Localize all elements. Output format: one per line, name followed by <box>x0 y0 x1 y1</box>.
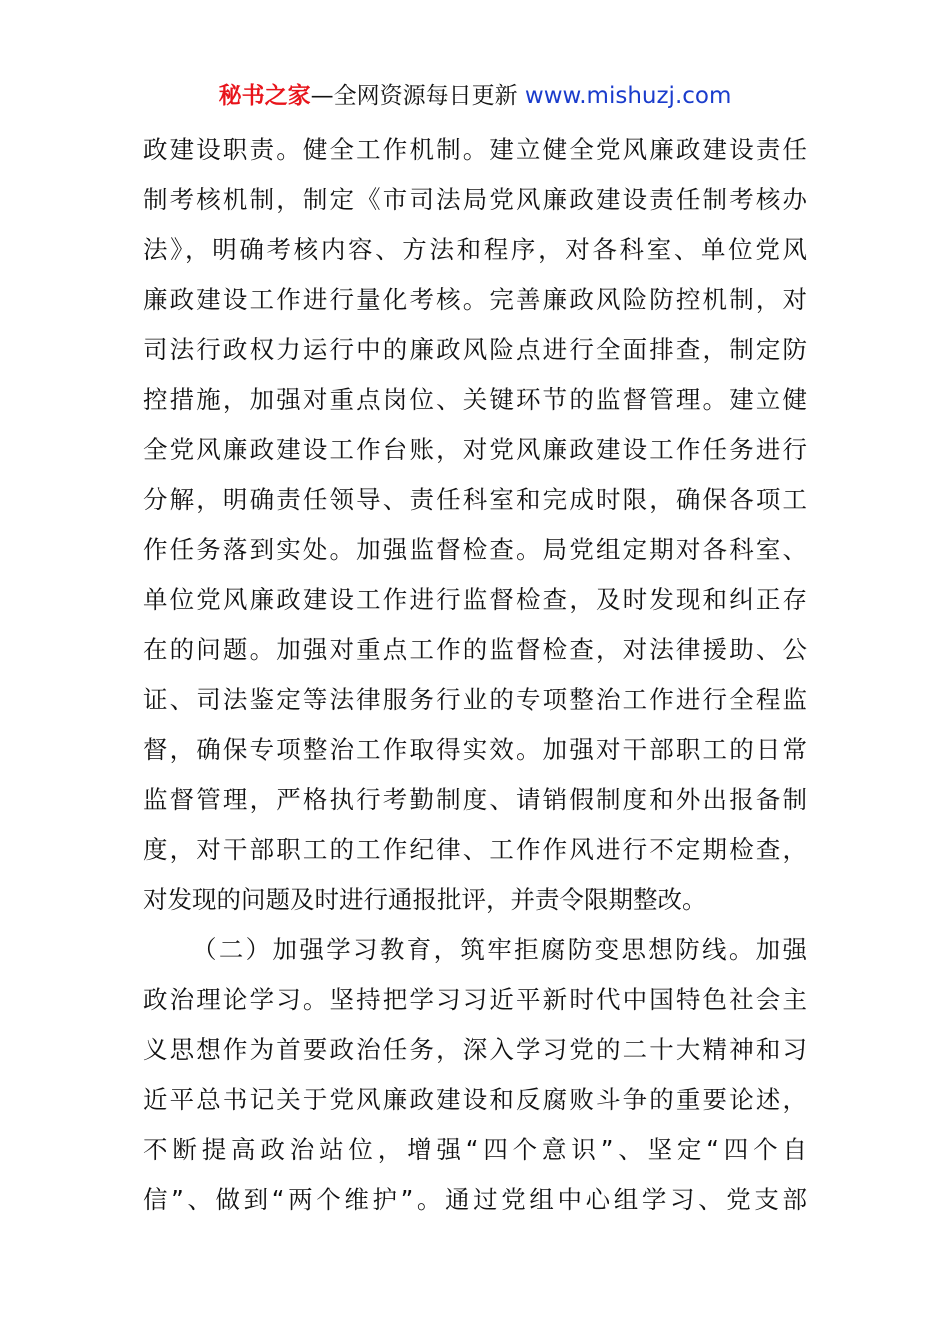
text-line: 政建设职责。健全工作机制。建立健全党风廉政建设责任 <box>143 135 807 164</box>
document-body <box>143 125 807 1225</box>
brand-name: 秘书之家 <box>218 83 311 109</box>
text-line: 督，确保专项整治工作取得实效。加强对干部职工的日常 <box>143 735 807 764</box>
text-line: 制考核机制，制定《市司法局党风廉政建设责任制考核办 <box>143 185 807 214</box>
section-heading-line: （二）加强学习教育，筑牢拒腐防变思想防线。加强 <box>192 935 807 964</box>
text-line: 廉政建设工作进行量化考核。完善廉政风险防控机制，对 <box>143 285 807 314</box>
site-header <box>0 80 950 112</box>
text-line: 对发现的问题及时进行通报批评，并责令限期整改。 <box>143 885 707 914</box>
text-line: 证、司法鉴定等法律服务行业的专项整治工作进行全程监 <box>143 685 807 714</box>
text-line: 全党风廉政建设工作台账，对党风廉政建设工作任务进行 <box>143 435 807 464</box>
text-line: 义思想作为首要政治任务，深入学习党的二十大精神和习 <box>143 1035 807 1064</box>
text-line: 不断提高政治站位，增强“四个意识”、坚定“四个自 <box>143 1135 807 1164</box>
text-line: 信”、做到“两个维护”。通过党组中心组学习、党支部 <box>143 1185 807 1214</box>
text-line: 作任务落到实处。加强监督检查。局党组定期对各科室、 <box>143 535 807 564</box>
site-url-link[interactable]: www.mishuzj.com <box>524 83 732 109</box>
text-line: 单位党风廉政建设工作进行监督检查，及时发现和纠正存 <box>143 585 807 614</box>
text-line: 控措施，加强对重点岗位、关键环节的监督管理。建立健 <box>143 385 807 414</box>
paragraph <box>143 925 807 1225</box>
text-line: 近平总书记关于党风廉政建设和反腐败斗争的重要论述， <box>143 1085 807 1114</box>
text-line: 度，对干部职工的工作纪律、工作作风进行不定期检查， <box>143 835 807 864</box>
text-line: 司法行政权力运行中的廉政风险点进行全面排查，制定防 <box>143 335 807 364</box>
paragraph <box>143 125 807 925</box>
text-line: 在的问题。加强对重点工作的监督检查，对法律援助、公 <box>143 635 807 664</box>
text-line: 监督管理，严格执行考勤制度、请销假制度和外出报备制 <box>143 785 807 814</box>
text-line: 分解，明确责任领导、责任科室和完成时限，确保各项工 <box>143 485 807 514</box>
text-line: 政治理论学习。坚持把学习习近平新时代中国特色社会主 <box>143 985 807 1014</box>
text-line: 法》，明确考核内容、方法和程序，对各科室、单位党风 <box>143 235 807 264</box>
header-tagline: —全网资源每日更新 <box>310 83 518 109</box>
